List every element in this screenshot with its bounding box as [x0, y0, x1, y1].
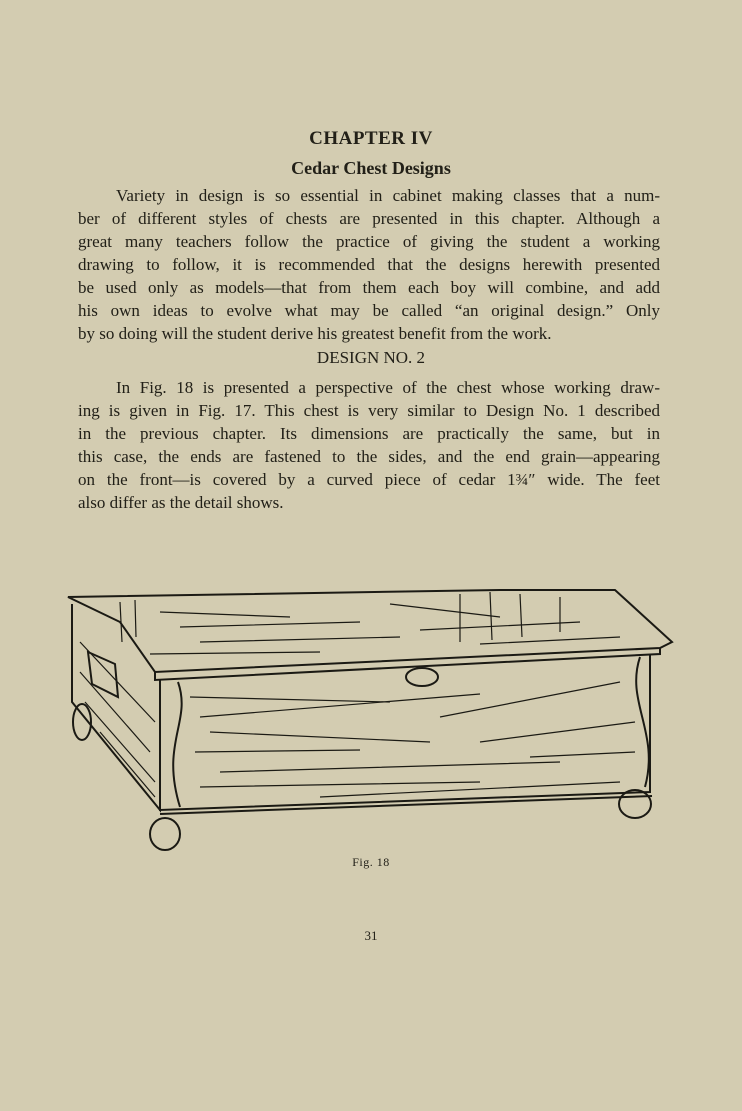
text-line: also differ as the detail shows. [78, 493, 284, 512]
chapter-heading: CHAPTER IV [309, 128, 433, 149]
figure-caption: Fig. 18 [352, 855, 390, 869]
paragraph-intro [78, 184, 660, 345]
text-line: by so doing will the student derive his greatest benefit from the work. [78, 324, 552, 343]
text-line: be used only as models—that from them each boy will combine, and add [78, 278, 660, 297]
page-number: 31 [364, 928, 378, 943]
text-line: ing is given in Fig. 17. This chest is very similar to Design No. 1 described [78, 401, 660, 420]
text-line: great many teachers follow the practice of giving the student a working [78, 232, 660, 251]
text-line: on the front—is covered by a curved piece of cedar 1¾″ wide. The feet [78, 470, 660, 489]
text-line: Variety in design is so essential in cabinet making classes that a num- [116, 186, 660, 205]
chapter-title: Cedar Chest Designs [291, 158, 451, 178]
text-line: ber of different styles of chests are presented in this chapter. Although a [78, 209, 660, 228]
text-line: drawing to follow, it is recommended that the designs herewith presented [78, 255, 660, 274]
text-line: In Fig. 18 is presented a perspective of the chest whose working draw- [116, 378, 660, 397]
text-line: his own ideas to evolve what may be called “an original design.” Only [78, 301, 660, 320]
text-line: in the previous chapter. Its dimensions are practically the same, but in [78, 424, 660, 443]
text-line: this case, the ends are fastened to the sides, and the end grain—appearing [78, 447, 660, 466]
section-heading: DESIGN NO. 2 [316, 348, 426, 367]
cedar-chest-illustration [60, 582, 680, 857]
paragraph-design-2 [78, 376, 660, 514]
